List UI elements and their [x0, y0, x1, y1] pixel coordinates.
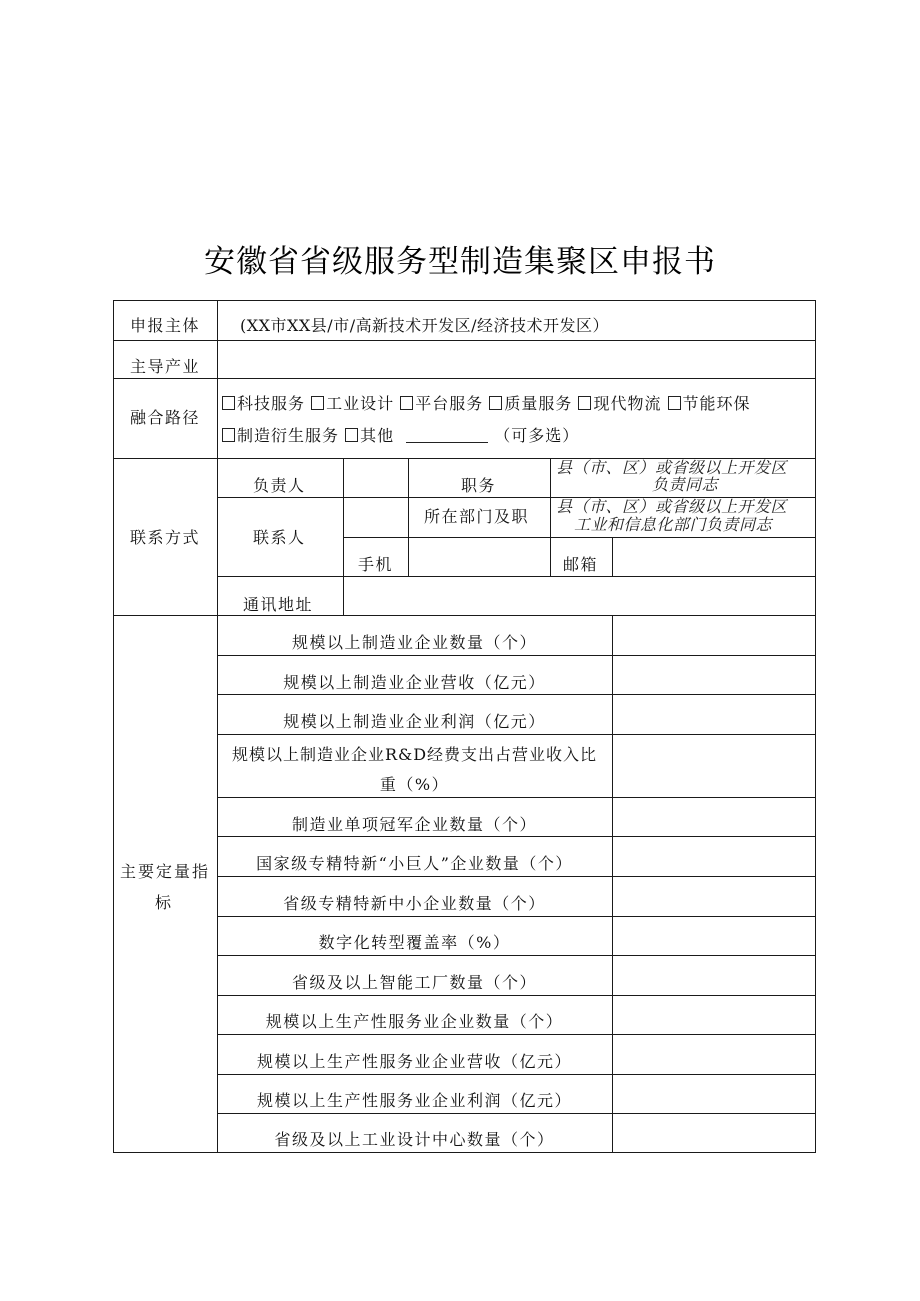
responsible-label: 负责人	[253, 476, 306, 495]
col-divider	[550, 537, 551, 577]
fusion-path-label: 融合路径	[130, 408, 201, 427]
row-divider	[217, 576, 816, 577]
indicator-value-field[interactable]	[614, 696, 814, 733]
checkbox[interactable]	[311, 396, 324, 410]
indicator-value-field[interactable]	[614, 918, 814, 954]
checkbox[interactable]	[400, 396, 413, 410]
indicator-value-field[interactable]	[614, 838, 814, 875]
indicator-value-field[interactable]	[614, 1076, 814, 1112]
leading-industry-field[interactable]	[228, 357, 808, 377]
indicator-value-field[interactable]	[614, 657, 814, 693]
multi-select-note: （可多选）	[494, 426, 580, 445]
option-modern-logistics: 现代物流	[593, 394, 662, 413]
row-divider	[217, 955, 816, 956]
col-divider	[550, 458, 551, 538]
indicator-value-field[interactable]	[614, 1115, 814, 1151]
page-title: 安徽省省级服务型制造集聚区申报书	[204, 244, 716, 280]
indicator-item-cont: 重（%）	[379, 775, 450, 794]
indicator-item: 省级及以上工业设计中心数量（个）	[274, 1130, 555, 1149]
row-divider	[217, 1034, 816, 1035]
position-label: 职务	[461, 476, 497, 495]
applicant-field[interactable]: (XX市XX县/市/高新技术开发区/经济技术开发区）	[240, 316, 609, 335]
row-divider	[217, 1113, 816, 1114]
phone-label: 手机	[358, 555, 394, 574]
table-border-left	[113, 300, 114, 1153]
checkbox[interactable]	[668, 396, 681, 410]
email-label: 邮箱	[563, 555, 599, 574]
checkbox[interactable]	[222, 428, 235, 442]
row-divider	[217, 876, 816, 877]
option-derived-service: 制造衍生服务	[237, 426, 340, 445]
row-divider	[343, 537, 816, 538]
col-divider	[612, 537, 613, 577]
option-tech-service: 科技服务	[237, 394, 306, 413]
indicator-value-field[interactable]	[614, 878, 814, 915]
indicator-item: 规模以上制造业企业利润（亿元）	[283, 712, 546, 731]
responsible-name-field[interactable]	[346, 462, 404, 494]
value-column-divider	[612, 615, 613, 1153]
row-divider	[217, 797, 816, 798]
contact-person-label: 联系人	[253, 528, 306, 547]
contact-label: 联系方式	[130, 528, 201, 547]
row-divider	[113, 340, 816, 341]
option-energy-saving: 节能环保	[682, 394, 751, 413]
applicant-label: 申报主体	[130, 316, 201, 335]
contact-note-line2: 工业和信息化部门负责同志	[574, 515, 773, 534]
leading-industry-label: 主导产业	[130, 357, 201, 376]
other-blank-field[interactable]	[406, 428, 488, 443]
option-quality-service: 质量服务	[504, 394, 573, 413]
row-divider	[113, 378, 816, 379]
dept-label: 所在部门及职	[424, 507, 530, 526]
row-divider	[217, 916, 816, 917]
indicator-item: 规模以上生产性服务业企业数量（个）	[265, 1012, 564, 1031]
contact-person-field[interactable]	[346, 501, 404, 533]
indicator-item: 国家级专精特新“小巨人”企业数量（个）	[256, 854, 573, 873]
checkbox[interactable]	[345, 428, 358, 442]
row-divider	[217, 694, 816, 695]
fusion-options-line2	[222, 426, 579, 446]
indicator-value-field[interactable]	[614, 997, 814, 1033]
indicator-value-field[interactable]	[614, 1036, 814, 1073]
indicator-item: 规模以上生产性服务业企业营收（亿元）	[256, 1052, 572, 1071]
row-divider	[217, 995, 816, 996]
row-divider	[113, 615, 816, 616]
indicator-value-field[interactable]	[614, 957, 814, 994]
contact-note-line1: 县（市、区）或省级以上开发区	[556, 497, 788, 516]
indicator-value-field[interactable]	[614, 736, 814, 796]
phone-field[interactable]	[412, 541, 546, 573]
row-divider	[217, 836, 816, 837]
email-field[interactable]	[616, 541, 812, 573]
option-other: 其他	[360, 426, 395, 445]
responsible-note-line2: 负责同志	[652, 475, 719, 494]
indicators-label-line2: 标	[155, 893, 173, 912]
checkbox[interactable]	[222, 396, 235, 410]
indicator-item: 省级及以上智能工厂数量（个）	[291, 973, 537, 992]
address-label: 通讯地址	[243, 595, 314, 614]
checkbox[interactable]	[578, 396, 591, 410]
col-divider	[343, 458, 344, 616]
option-industrial-design: 工业设计	[326, 394, 395, 413]
option-platform-service: 平台服务	[415, 394, 484, 413]
table-border-right	[815, 300, 816, 1153]
indicator-item: 规模以上制造业企业R&D经费支出占营业收入比	[231, 745, 598, 764]
indicator-value-field[interactable]	[614, 799, 814, 835]
indicator-item: 规模以上制造业企业数量（个）	[291, 633, 537, 652]
row-divider	[217, 734, 816, 735]
table-border-top	[113, 300, 816, 301]
col-divider	[408, 458, 409, 577]
address-field[interactable]	[348, 580, 812, 612]
checkbox[interactable]	[489, 396, 502, 410]
indicator-item: 制造业单项冠军企业数量（个）	[291, 815, 537, 834]
row-divider	[217, 1074, 816, 1075]
table-border-bottom	[113, 1152, 816, 1153]
indicator-item: 规模以上制造业企业营收（亿元）	[283, 673, 546, 692]
indicator-item: 规模以上生产性服务业企业利润（亿元）	[256, 1091, 572, 1110]
indicator-item: 省级专精特新中小企业数量（个）	[283, 894, 546, 913]
indicators-label-line1: 主要定量指	[120, 862, 211, 881]
responsible-note-line1: 县（市、区）或省级以上开发区	[556, 458, 788, 477]
indicator-item: 数字化转型覆盖率（%）	[318, 933, 511, 952]
indicator-value-field[interactable]	[614, 617, 814, 654]
fusion-options-line1	[222, 394, 751, 414]
row-divider	[217, 655, 816, 656]
